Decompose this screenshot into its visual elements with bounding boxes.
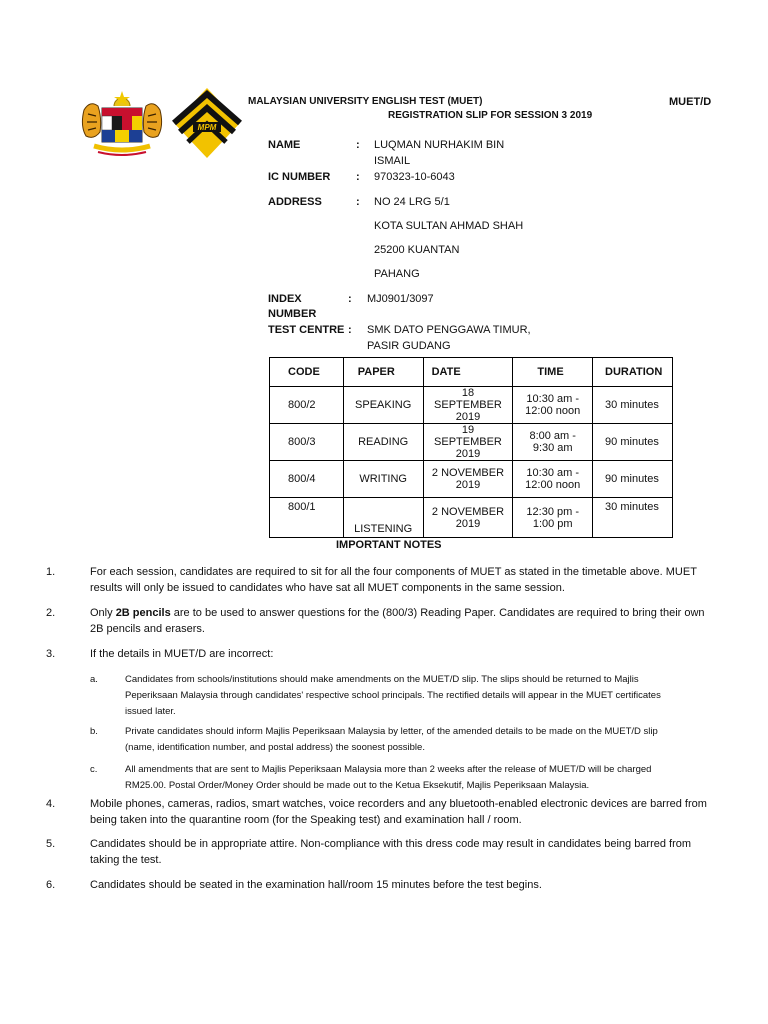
table-row: [270, 498, 673, 538]
cell-date: [423, 387, 513, 424]
note-number: 3.: [46, 648, 56, 660]
test-centre-label: TEST CENTRE: [268, 324, 345, 336]
cell-time-line2: 12:00 noon: [525, 479, 581, 491]
note-4-line1: Mobile phones, cameras, radios, smart watches, voice recorders and any bluetooth-enabled electronic devices are barred from: [90, 798, 707, 810]
table-header-row: [270, 358, 673, 387]
ic-label: IC NUMBER: [268, 171, 331, 183]
cell-paper: WRITING: [343, 461, 423, 498]
ic-value: 970323-10-6043: [374, 171, 455, 183]
cell-paper: READING: [343, 424, 423, 461]
address-line: NO 24 LRG 5/1: [374, 196, 450, 208]
note-1-line2: results will only be issued to candidates who have sat all MUET components in the same session.: [90, 582, 565, 594]
note-1: [90, 564, 697, 596]
note-1-line1: For each session, candidates are required to sit for all the four components of MUET as stated in the timetable above. MUET: [90, 566, 697, 578]
cell-date-line1: 18 SEPTEMBER: [434, 387, 502, 411]
table-row: [270, 387, 673, 424]
note-number: 1.: [46, 566, 56, 578]
address-label: ADDRESS: [268, 196, 322, 208]
note-2-text: are to be used to answer questions for the (800/3) Reading Paper. Candidates are required to bring their own: [170, 607, 705, 619]
note-2-line1: [90, 605, 705, 621]
note-number: 5.: [46, 838, 56, 850]
cell-code: 800/2: [270, 387, 344, 424]
cell-date: [423, 498, 513, 538]
important-notes-title: IMPORTANT NOTES: [336, 539, 442, 551]
note-6: Candidates should be seated in the examination hall/room 15 minutes before the test begins.: [90, 879, 542, 891]
sub-note-b-line1: Private candidates should inform Majlis Peperiksaan Malaysia by letter, of the amended details to be made on the MUET/D slip: [125, 726, 658, 737]
mpm-logo-text: MPM: [197, 123, 217, 132]
sub-note-c-line1: All amendments that are sent to Majlis Peperiksaan Malaysia more than 2 weeks after the release of MUET/D will be charged: [125, 764, 652, 775]
note-4: [90, 796, 707, 828]
cell-code: 800/1: [270, 498, 344, 538]
cell-time-line2: 9:30 am: [532, 442, 573, 454]
note-5: [90, 836, 691, 868]
timetable: [269, 357, 673, 538]
sub-note-a-line2: Peperiksaan Malaysia through candidates' respective school principals. The rectified details will appear in the MUET certificates: [125, 690, 661, 701]
colon: :: [348, 324, 352, 336]
index-label-line1: INDEX: [268, 293, 302, 305]
form-code: MUET/D: [669, 96, 712, 108]
index-label-line2: NUMBER: [268, 308, 317, 320]
malaysia-coat-of-arms-icon: [76, 88, 168, 160]
col-header-duration: DURATION: [593, 358, 673, 387]
colon: :: [356, 171, 360, 183]
colon: :: [356, 196, 360, 208]
cell-duration: 90 minutes: [593, 461, 673, 498]
cell-time-line1: 8:00 am -: [529, 430, 576, 442]
name-label: NAME: [268, 139, 301, 151]
sub-note-b: [125, 724, 658, 756]
cell-date: [423, 461, 513, 498]
note-number: 6.: [46, 879, 56, 891]
note-5-line1: Candidates should be in appropriate attire. Non-compliance with this dress code may result in candidates being barred from: [90, 838, 692, 850]
table-row: [270, 424, 673, 461]
cell-duration: 90 minutes: [593, 424, 673, 461]
note-3: If the details in MUET/D are incorrect:: [90, 648, 274, 660]
cell-paper: SPEAKING: [343, 387, 423, 424]
name-value-line1: LUQMAN NURHAKIM BIN: [374, 139, 505, 151]
cell-date-line2: 2019: [455, 448, 481, 460]
cell-date-line2: 2019: [455, 517, 481, 530]
cell-code: 800/3: [270, 424, 344, 461]
note-2-bold: 2B pencils: [115, 607, 171, 619]
cell-time-line2: 12:00 noon: [525, 405, 581, 417]
mpm-logo-icon: [172, 86, 242, 160]
note-5-line2: taking the test.: [90, 854, 162, 866]
note-number: 4.: [46, 798, 56, 810]
address-line: PAHANG: [374, 268, 420, 280]
test-centre-line1: SMK DATO PENGGAWA TIMUR,: [367, 324, 531, 336]
sub-note-a: [125, 672, 661, 720]
col-header-date: DATE: [423, 358, 513, 387]
sub-note-letter: a.: [90, 674, 98, 685]
cell-time: [513, 461, 593, 498]
colon: :: [348, 293, 352, 305]
col-header-paper: PAPER: [343, 358, 423, 387]
cell-time-line2: 1:00 pm: [532, 517, 573, 530]
colon: :: [356, 139, 360, 151]
table-row: [270, 461, 673, 498]
sub-note-c-line2: RM25.00. Postal Order/Money Order should be made out to the Ketua Eksekutif, Majlis Peperiksaan Malaysia.: [125, 780, 590, 791]
note-2-line2: 2B pencils and erasers.: [90, 623, 205, 635]
cell-time: [513, 387, 593, 424]
cell-date-line1: 2 NOVEMBER: [431, 467, 505, 479]
sub-note-a-line1: Candidates from schools/institutions should make amendments on the MUET/D slip. The slips should be returned to Majlis: [125, 674, 639, 685]
cell-time-line1: 10:30 am -: [526, 393, 579, 405]
col-header-time: TIME: [513, 358, 593, 387]
cell-code: 800/4: [270, 461, 344, 498]
sub-note-letter: b.: [90, 726, 98, 737]
cell-paper: LISTENING: [343, 498, 423, 538]
sub-note-letter: c.: [90, 764, 98, 775]
cell-date-line2: 2019: [455, 479, 481, 491]
cell-date-line1: 19 SEPTEMBER: [434, 424, 502, 448]
slip-title: REGISTRATION SLIP FOR SESSION 3 2019: [388, 110, 593, 121]
note-4-line2: being taken into the quarantine room (for the Speaking test) and examination hall / room.: [90, 814, 522, 826]
sub-note-b-line2: (name, identification number, and postal address) the soonest possible.: [125, 742, 425, 753]
cell-time: [513, 498, 593, 538]
cell-date-line2: 2019: [455, 411, 481, 423]
col-header-code: CODE: [270, 358, 344, 387]
test-centre-line2: PASIR GUDANG: [367, 340, 451, 352]
note-2-prefix: Only: [90, 607, 116, 619]
test-title: MALAYSIAN UNIVERSITY ENGLISH TEST (MUET): [248, 96, 483, 107]
index-value: MJ0901/3097: [367, 293, 434, 305]
name-value-line2: ISMAIL: [374, 155, 411, 167]
cell-date: [423, 424, 513, 461]
cell-time-line1: 12:30 pm -: [526, 505, 579, 518]
cell-duration: 30 minutes: [593, 498, 673, 538]
sub-note-a-line3: issued later.: [125, 706, 176, 717]
cell-duration: 30 minutes: [593, 387, 673, 424]
note-number: 2.: [46, 607, 56, 619]
cell-time: [513, 424, 593, 461]
sub-note-c: [125, 762, 651, 794]
address-line: 25200 KUANTAN: [374, 244, 460, 256]
cell-time-line1: 10:30 am -: [526, 467, 579, 479]
address-line: KOTA SULTAN AHMAD SHAH: [374, 220, 524, 232]
note-2: [90, 605, 705, 637]
cell-date-line1: 2 NOVEMBER: [431, 505, 505, 518]
